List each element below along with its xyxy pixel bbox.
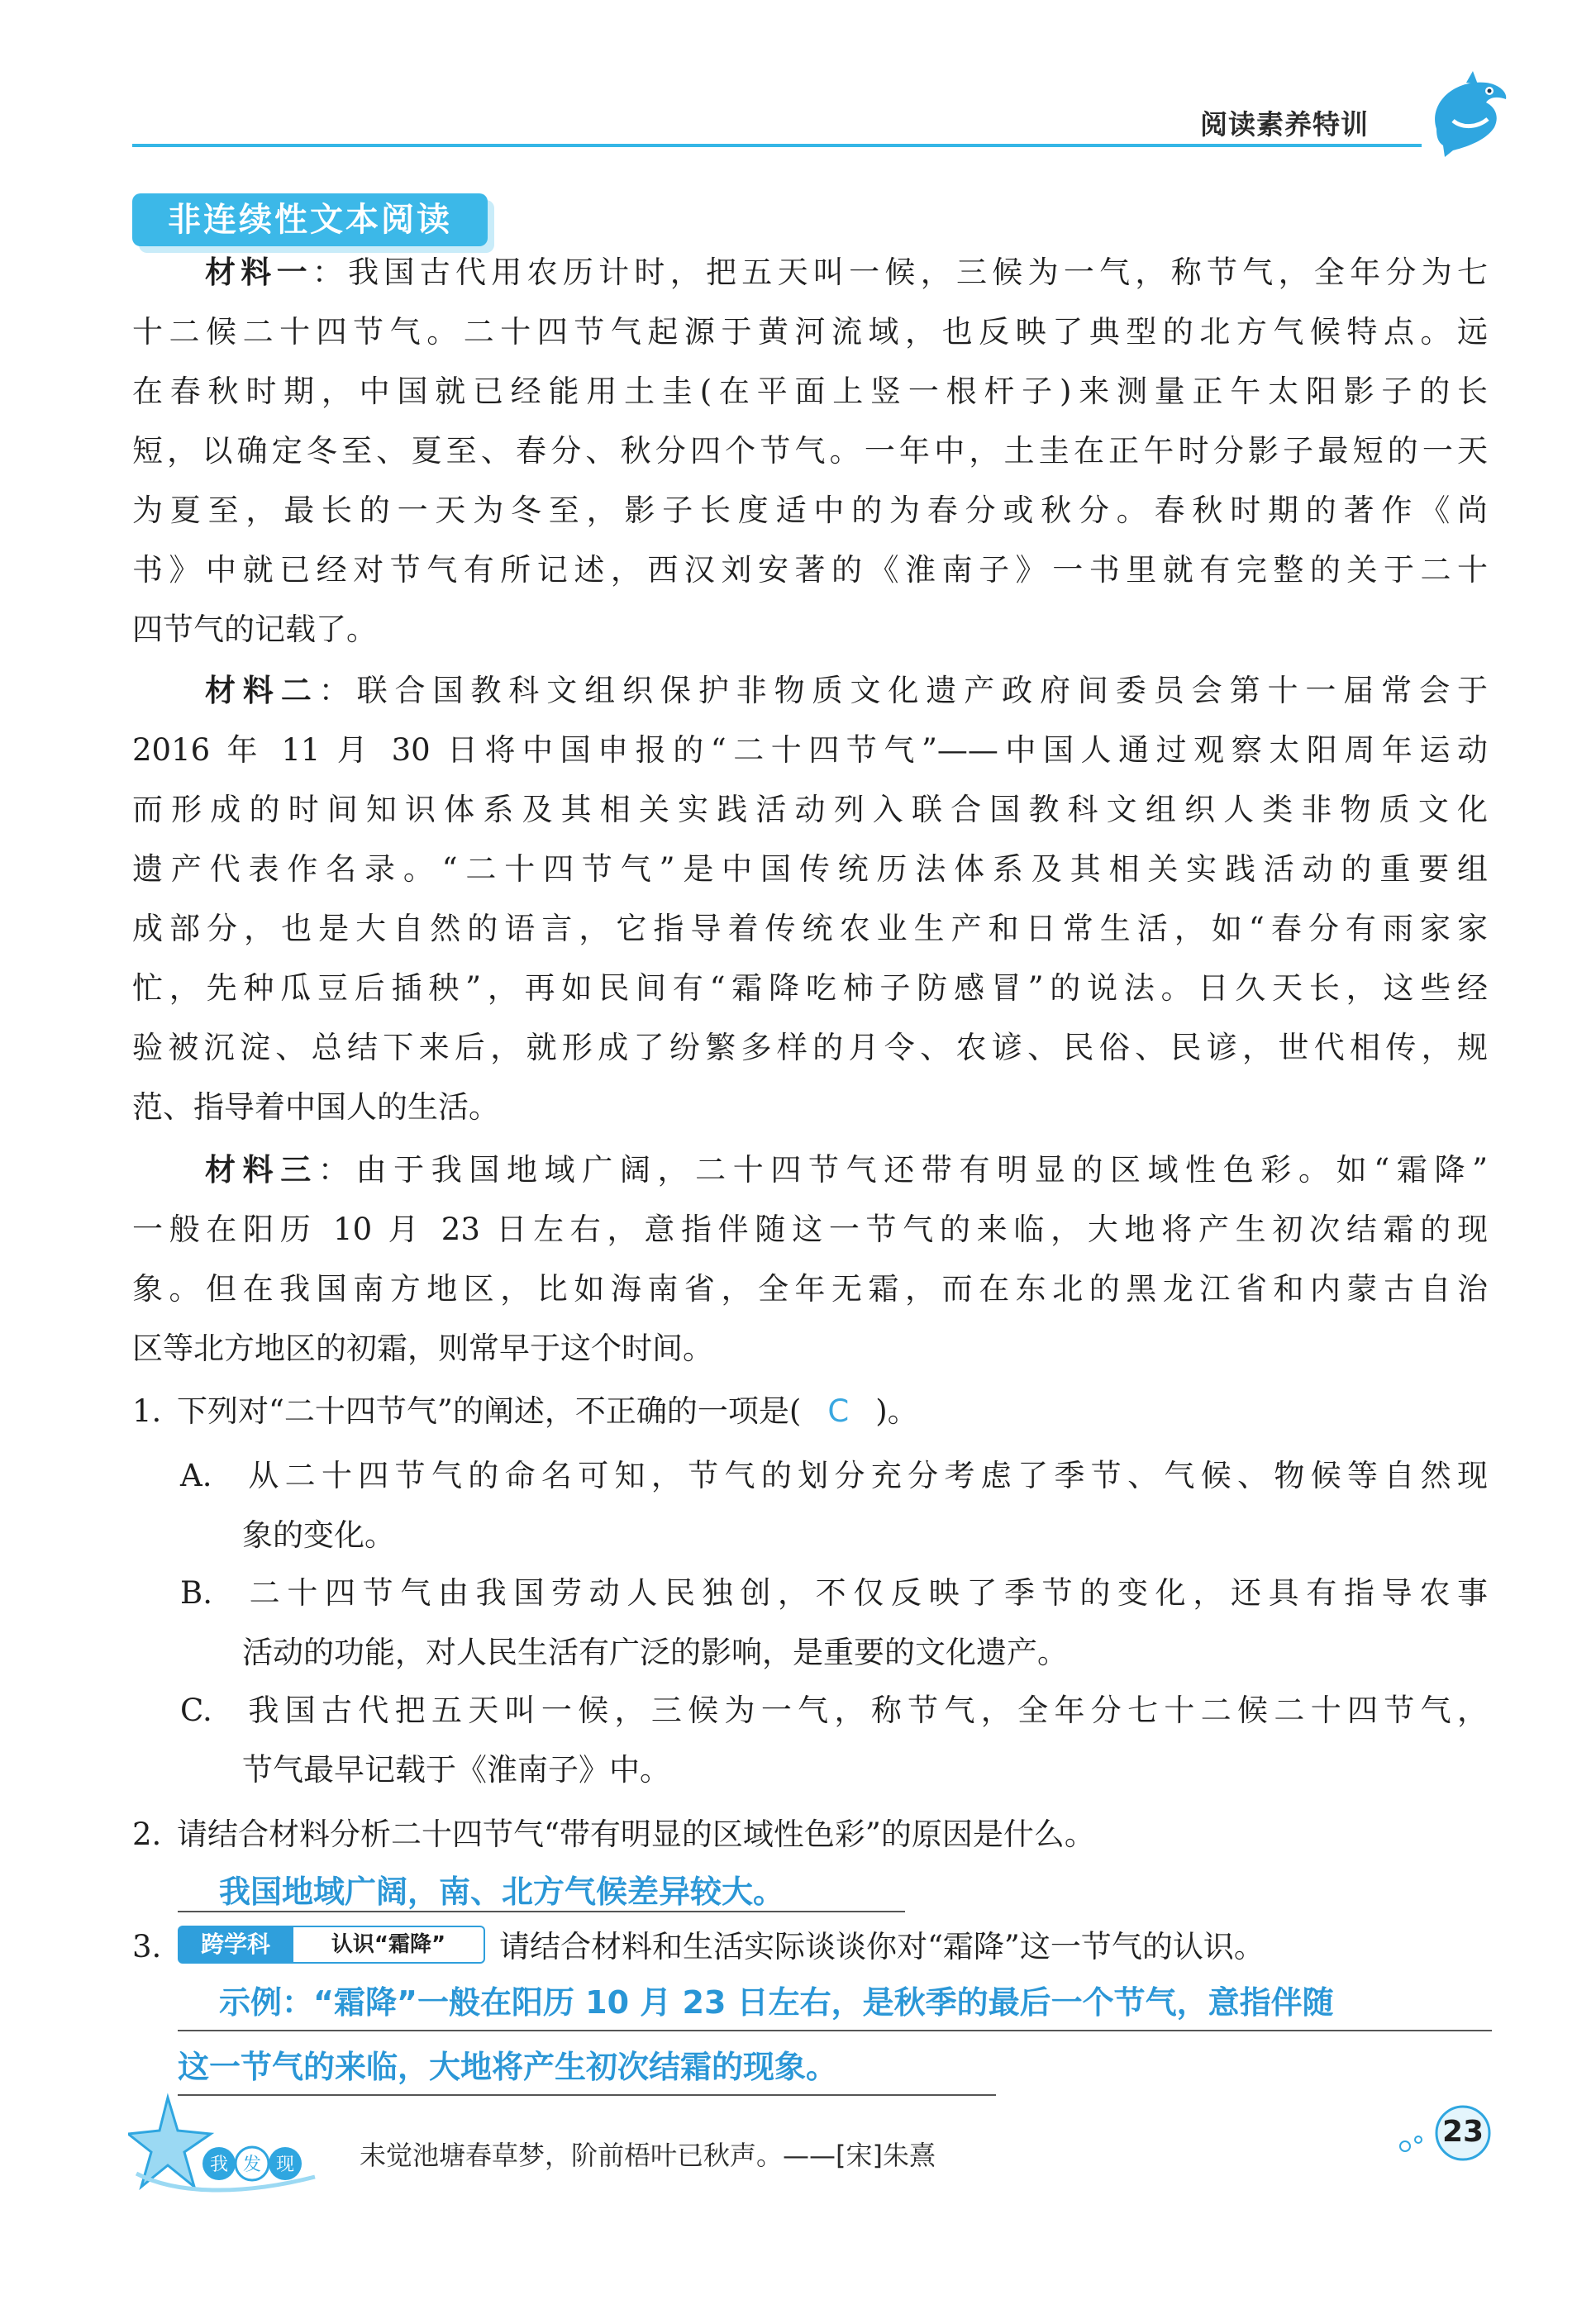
material-1-line: 短，以确定冬至、夏至、春分、秋分四个节气。一年中，土圭在正午时分影子最短的一天 xyxy=(132,433,1488,469)
material-2-line: 材料二：联合国教科文组织保护非物质文化遗产政府间委员会第十一届常会于 xyxy=(205,673,1489,708)
option-letter: B. xyxy=(180,1575,212,1611)
material-1 xyxy=(132,243,1488,660)
question-1-answer: C xyxy=(827,1393,850,1429)
option-line: 象的变化。 xyxy=(242,1517,395,1553)
material-2-line: 忙，先种瓜豆后插秧”，再如民间有“霜降吃柿子防感冒”的说法。日久天长，这些经 xyxy=(132,970,1488,1006)
question-number: 1. xyxy=(132,1393,162,1429)
option-line: B. 二十四节气由我国劳动人民独创，不仅反映了季节的变化，还具有指导农事 xyxy=(180,1564,1488,1623)
question-1 xyxy=(132,1382,1488,1441)
cross-subject-tag xyxy=(178,1926,492,1964)
tag-subject: 跨学科 xyxy=(178,1926,293,1964)
question-3-stem: 3. 请结合材料和生活实际谈谈你对“霜降”这一节气的认识。 xyxy=(132,1917,1488,1977)
footer-badge-char: 我 xyxy=(209,2155,229,2175)
footer-badge-char: 现 xyxy=(275,2155,295,2175)
footer-badge-char: 发 xyxy=(242,2155,262,2175)
section-title-badge xyxy=(132,193,488,246)
material-2-line: 2016 年 11 月 30 日将中国申报的“二十四节气”——中国人通过观察太阳周年运动 xyxy=(132,732,1488,768)
starfish-icon xyxy=(128,2091,318,2198)
material-3-line: 象。但在我国南方地区，比如海南省，全年无霜，而在东北的黑龙江省和内蒙古自治 xyxy=(132,1271,1488,1307)
option-letter: C. xyxy=(180,1693,212,1728)
option-line: 节气最早记载于《淮南子》中。 xyxy=(242,1752,670,1788)
material-1-line: 四节气的记载了。 xyxy=(132,612,377,647)
header-title: 阅读素养特训 xyxy=(1200,108,1369,140)
question-2-answer: 我国地域广阔，南、北方气候差异较大。 xyxy=(219,1874,785,1910)
material-1-line: 书》中就已经对节气有所记述，西汉刘安著的《淮南子》一书里就有完整的关于二十 xyxy=(132,552,1488,588)
question-2-stem: 2. 请结合材料分析二十四节气“带有明显的区域性色彩”的原因是什么。 xyxy=(132,1805,1488,1864)
option-letter: A. xyxy=(180,1458,212,1493)
page-number: 23 xyxy=(1441,2115,1484,2149)
material-3 xyxy=(132,1140,1488,1379)
material-2-line: 验被沉淀、总结下来后，就形成了纷繁多样的月令、农谚、民俗、民谚，世代相传，规 xyxy=(132,1030,1488,1065)
option-b xyxy=(180,1564,1488,1683)
material-2-label: 材料二 xyxy=(205,673,319,708)
material-2-line: 成部分，也是大自然的语言，它指导着传统农业生产和日常生活，如“春分有雨家家 xyxy=(132,911,1488,946)
tag-topic: 认识“霜降” xyxy=(293,1926,485,1964)
material-2-line: 遗产代表作名录。“二十四节气”是中国传统历法体系及其相关实践活动的重要组 xyxy=(132,851,1488,887)
footer-quote: 未觉池塘春草梦，阶前梧叶已秋声。——[宋]朱熹 xyxy=(360,2140,936,2171)
section-title: 非连续性文本阅读 xyxy=(168,201,452,239)
option-a xyxy=(180,1446,1488,1565)
option-line: C. 我国古代把五天叫一候，三候为一气，称节气，全年分七十二候二十四节气， xyxy=(180,1681,1488,1740)
option-line: 活动的功能，对人民生活有广泛的影响，是重要的文化遗产。 xyxy=(242,1635,1068,1670)
material-1-label: 材料一 xyxy=(205,255,312,290)
material-3-line: 一般在阳历 10 月 23 日左右，意指伴随这一节气的来临，大地将产生初次结霜的现 xyxy=(132,1212,1488,1247)
material-2-line: 范、指导着中国人的生活。 xyxy=(132,1089,499,1125)
option-c xyxy=(180,1681,1488,1800)
material-3-line: 区等北方地区的初霜，则常早于这个时间。 xyxy=(132,1331,713,1366)
question-3-answer-line-2: 这一节气的来临，大地将产生初次结霜的现象。 xyxy=(178,2049,838,2085)
material-2-line: 而形成的时间知识体系及其相关实践活动列入联合国教科文组织人类非物质文化 xyxy=(132,792,1488,827)
question-3-answer-line-1: 示例：“霜降”一般在阳历 10 月 23 日左右，是秋季的最后一个节气，意指伴随 xyxy=(219,1984,1334,2021)
material-1-line: 为夏至，最长的一天为冬至，影子长度适中的为春分或秋分。春秋时期的著作《尚 xyxy=(132,493,1488,528)
question-number: 3. xyxy=(132,1929,162,1964)
answer-underline xyxy=(178,2030,1492,2031)
material-3-label: 材料三 xyxy=(205,1152,318,1188)
header-divider xyxy=(132,144,1422,147)
question-1-stem: 1. 下列对“二十四节气”的阐述，不正确的一项是( C )。 xyxy=(132,1382,1488,1441)
option-line: A. 从二十四节气的命名可知，节气的划分充分考虑了季节、气候、物候等自然现 xyxy=(180,1446,1488,1506)
material-3-line: 材料三：由于我国地域广阔，二十四节气还带有明显的区域性色彩。如“霜降” xyxy=(205,1152,1488,1188)
question-2 xyxy=(132,1805,1488,1864)
answer-underline xyxy=(178,1911,905,1912)
material-1-line: 在春秋时期，中国就已经能用土圭(在平面上竖一根杆子)来测量正午太阳影子的长 xyxy=(132,374,1488,409)
material-2 xyxy=(132,661,1488,1137)
question-number: 2. xyxy=(132,1817,162,1852)
material-1-line: 材料一：我国古代用农历计时，把五天叫一候，三候为一气，称节气，全年分为七 xyxy=(205,255,1489,290)
material-1-line: 十二候二十四节气。二十四节气起源于黄河流域，也反映了典型的北方气候特点。远 xyxy=(132,314,1488,350)
dolphin-icon xyxy=(1420,71,1513,157)
